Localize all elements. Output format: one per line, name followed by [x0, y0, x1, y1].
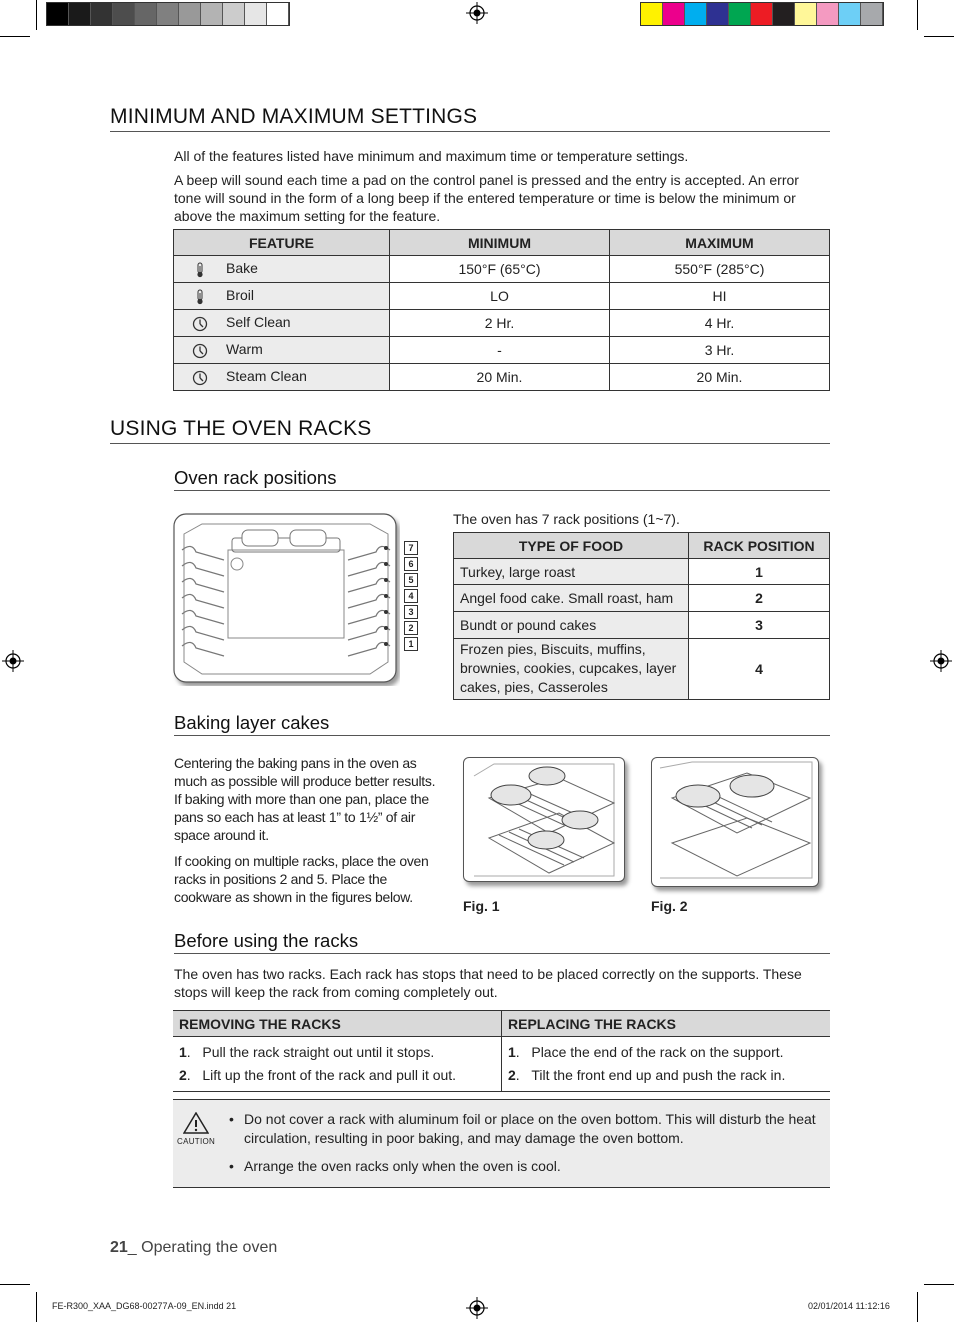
column-header-removing: REMOVING THE RACKS [173, 1011, 502, 1037]
color-swatch [707, 3, 729, 25]
step-item: 1. Place the end of the rack on the support. [508, 1044, 784, 1060]
replacing-steps [502, 1037, 831, 1092]
maximum-cell: 20 Min. [610, 364, 830, 391]
table-row [174, 337, 830, 364]
table-row [454, 559, 830, 585]
gray-swatch [113, 3, 135, 25]
min-max-intro: All of the features listed have minimum and maximum time or temperature settings. [174, 148, 689, 164]
color-swatch [685, 3, 707, 25]
removing-steps [173, 1037, 502, 1092]
table-row [454, 585, 830, 612]
minimum-cell: 150°F (65°C) [390, 256, 610, 283]
caution-icon [183, 1112, 209, 1134]
maximum-cell: 550°F (285°C) [610, 256, 830, 283]
column-header-type-of-food: TYPE OF FOOD [454, 533, 689, 559]
file-name: FE-R300_XAA_DG68-00277A-09_EN.indd 21 [52, 1301, 237, 1311]
feature-cell: Broil [174, 283, 390, 310]
rack-label: 6 [404, 557, 418, 571]
color-swatch [751, 3, 773, 25]
rack-label: 2 [404, 621, 418, 635]
gray-swatch [69, 3, 91, 25]
position-cell: 2 [689, 585, 830, 612]
crop-mark [36, 0, 37, 30]
crop-mark [917, 0, 918, 30]
registration-mark-icon [930, 650, 952, 672]
gray-swatch [135, 3, 157, 25]
color-swatch [663, 3, 685, 25]
gray-swatch [179, 3, 201, 25]
position-cell: 3 [689, 612, 830, 639]
gray-swatch [91, 3, 113, 25]
column-header-replacing: REPLACING THE RACKS [502, 1011, 831, 1037]
step-item: 2. Tilt the front end up and push the rack in. [508, 1067, 786, 1083]
page-number: 21 [110, 1239, 128, 1256]
column-header-minimum: MINIMUM [390, 230, 610, 256]
crop-mark [36, 1292, 37, 1322]
crop-mark [924, 1284, 954, 1285]
column-header-maximum: MAXIMUM [610, 230, 830, 256]
rack-label: 7 [404, 541, 418, 555]
minimum-cell: 20 Min. [390, 364, 610, 391]
print-date-time: 02/01/2014 11:12:16 [808, 1301, 890, 1311]
table-row [454, 639, 830, 700]
rack-label: 5 [404, 573, 418, 587]
clock-icon [192, 370, 208, 386]
before-using-paragraph: The oven has two racks. Each rack has stops that need to be placed correctly on the supports. These stops will keep the rack from coming completely out. [174, 966, 802, 1000]
color-swatch [641, 3, 663, 25]
caution-label: CAUTION [177, 1137, 216, 1146]
caution-bullet: • Do not cover a rack with aluminum foil or place on the oven bottom. This will disturb the heat circulation, resulting in poor baking, and may damage the oven bottom. [229, 1111, 816, 1146]
color-swatch [839, 3, 861, 25]
maximum-cell: HI [610, 283, 830, 310]
step-item: 1. Pull the rack straight out until it stops. [179, 1044, 435, 1060]
figure-1-caption: Fig. 1 [463, 898, 500, 914]
thermometer-icon [192, 262, 208, 278]
clock-icon [192, 343, 208, 359]
caution-bullet: • Arrange the oven racks only when the oven is cool. [229, 1158, 561, 1174]
position-cell: 1 [689, 559, 830, 585]
gray-swatch [47, 3, 69, 25]
feature-cell: Warm [174, 337, 390, 364]
position-cell: 4 [689, 639, 830, 700]
color-swatch [773, 3, 795, 25]
crop-mark [0, 36, 30, 37]
clock-icon [192, 316, 208, 332]
subsection-title-before-using-racks: Before using the racks [174, 930, 830, 954]
crop-mark [924, 36, 954, 37]
minimum-cell: 2 Hr. [390, 310, 610, 337]
minimum-cell: - [390, 337, 610, 364]
gray-swatch [245, 3, 267, 25]
figure-2-caption: Fig. 2 [651, 898, 688, 914]
column-header-rack-position: RACK POSITION [689, 533, 830, 559]
registration-mark-icon [466, 1297, 488, 1319]
step-item: 2. Lift up the front of the rack and pull it out. [179, 1067, 457, 1083]
minimum-cell: LO [390, 283, 610, 310]
column-header-feature: FEATURE [174, 230, 390, 256]
table-row [174, 310, 830, 337]
subsection-title-rack-positions: Oven rack positions [174, 467, 830, 491]
rack-label: 3 [404, 605, 418, 619]
gray-swatch [201, 3, 223, 25]
table-row [454, 612, 830, 639]
figure-2-image [651, 757, 819, 887]
maximum-cell: 4 Hr. [610, 310, 830, 337]
table-row [174, 283, 830, 310]
crop-mark [917, 1292, 918, 1322]
min-max-table [173, 229, 830, 391]
feature-cell: Self Clean [174, 310, 390, 337]
thermometer-icon [192, 289, 208, 305]
gray-swatch [267, 3, 289, 25]
table-row [174, 364, 830, 391]
rack-label: 1 [404, 637, 418, 651]
section-title-min-max: MINIMUM AND MAXIMUM SETTINGS [110, 105, 830, 132]
gray-swatch [157, 3, 179, 25]
caution-box [173, 1099, 830, 1188]
registration-mark-icon [2, 650, 24, 672]
color-swatch [795, 3, 817, 25]
registration-mark-icon [466, 2, 488, 24]
table-row [174, 256, 830, 283]
food-cell: Bundt or pound cakes [454, 612, 689, 639]
figure-1-image [463, 757, 625, 882]
feature-cell: Bake [174, 256, 390, 283]
min-max-description: A beep will sound each time a pad on the control panel is pressed and the entry is accepted. An error tone will sound in the form of a long beep if the entered temperature or time is below the minimum or above the maximum setting for the feature. [174, 172, 799, 224]
baking-paragraph-2: If cooking on multiple racks, place the oven racks in positions 2 and 5. Place the cookware as shown in the figures below. [174, 853, 429, 905]
baking-paragraph-1: Centering the baking pans in the oven as much as possible will produce better results. If baking with more than one pan, place the pans so each has at least 1” to 1½” of air space around it. [174, 755, 436, 843]
oven-rack-diagram [172, 512, 400, 686]
page-label: _ Operating the oven [127, 1239, 278, 1256]
rack-label: 4 [404, 589, 418, 603]
color-swatch [861, 3, 883, 25]
page-footer [110, 1239, 277, 1257]
racks-instructions-table [173, 1010, 830, 1092]
rack-positions-intro: The oven has 7 rack positions (1~7). [453, 511, 680, 527]
grayscale-calibration-bar [46, 2, 290, 26]
section-title-oven-racks: USING THE OVEN RACKS [110, 417, 830, 444]
feature-cell: Steam Clean [174, 364, 390, 391]
color-swatch [729, 3, 751, 25]
food-cell: Turkey, large roast [454, 559, 689, 585]
food-cell: Angel food cake. Small roast, ham [454, 585, 689, 612]
color-calibration-bar [640, 2, 884, 26]
crop-mark [0, 1284, 30, 1285]
color-swatch [817, 3, 839, 25]
food-cell: Frozen pies, Biscuits, muffins, brownies, cookies, cupcakes, layer cakes, pies, Casseroles [454, 639, 689, 700]
maximum-cell: 3 Hr. [610, 337, 830, 364]
rack-position-table [453, 532, 830, 700]
subsection-title-baking-layer-cakes: Baking layer cakes [174, 712, 830, 736]
gray-swatch [223, 3, 245, 25]
